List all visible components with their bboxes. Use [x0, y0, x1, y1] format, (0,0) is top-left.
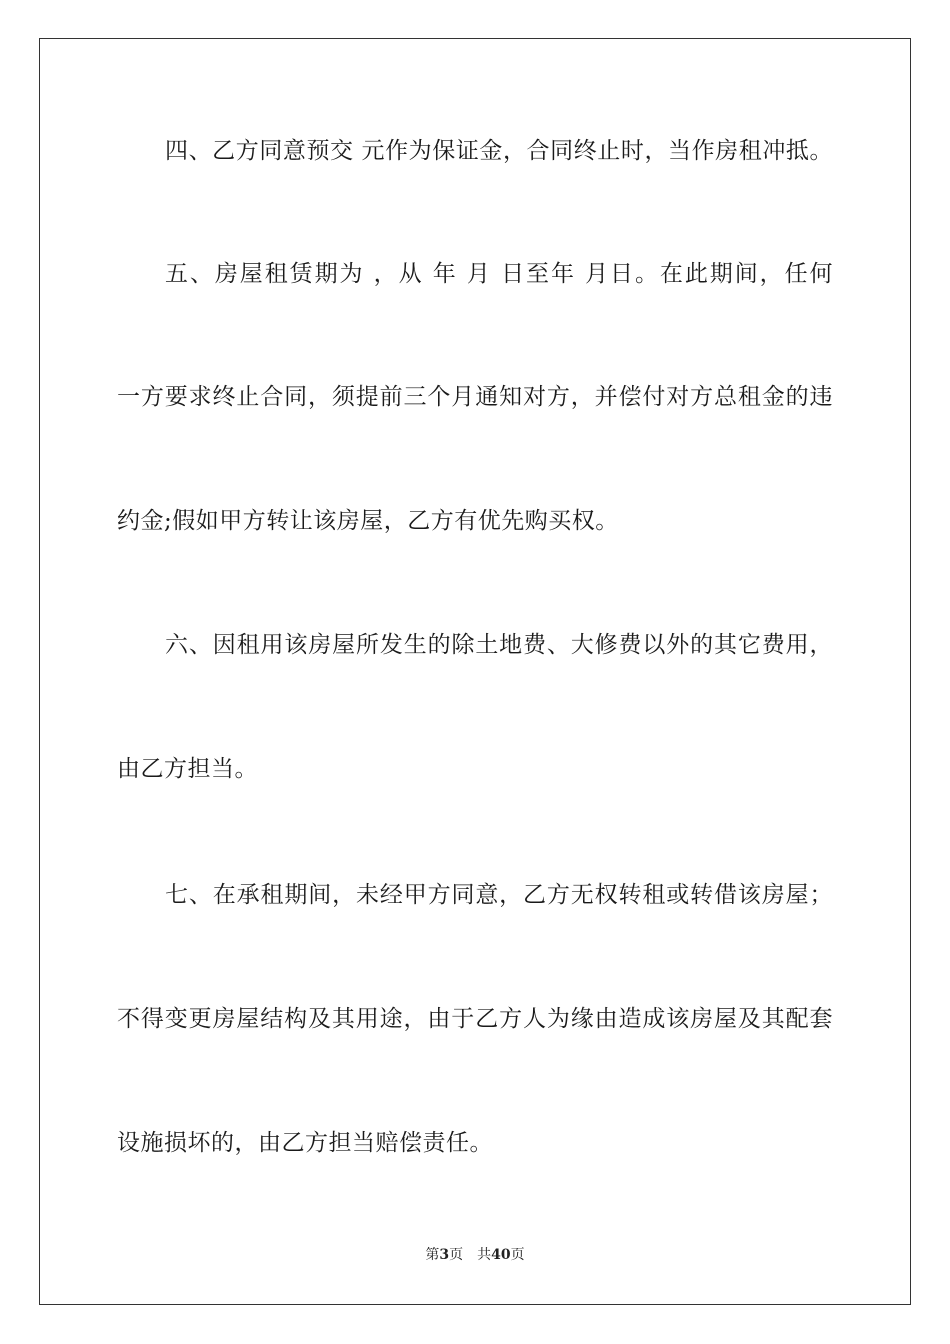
- paragraph-line: 约金;假如甲方转让该房屋，乙方有优先购买权。: [117, 508, 619, 534]
- paragraph-line: 五、房屋租赁期为 ，从 年 月 日至年 月日。在此期间，任何: [165, 261, 833, 287]
- page-border: [39, 38, 911, 1305]
- paragraph-line: 七、在承租期间，未经甲方同意，乙方无权转租或转借该房屋；: [165, 882, 833, 908]
- footer-prefix: 第: [425, 1247, 440, 1263]
- footer-total-prefix: 共: [477, 1247, 492, 1263]
- footer-total-unit: 页: [510, 1247, 525, 1263]
- paragraph-line: 一方要求终止合同，须提前三个月通知对方，并偿付对方总租金的违: [117, 384, 833, 410]
- paragraph-line: 由乙方担当。: [117, 756, 258, 782]
- footer-page-unit: 页: [449, 1247, 464, 1263]
- paragraph-line: 四、乙方同意预交 元作为保证金，合同终止时，当作房租冲抵。: [165, 138, 833, 164]
- footer-total-pages: 40: [491, 1247, 511, 1263]
- paragraph-line: 六、因租用该房屋所发生的除土地费、大修费以外的其它费用，: [165, 632, 833, 658]
- footer-page-number: 3: [439, 1247, 450, 1263]
- paragraph-line: 设施损坏的，由乙方担当赔偿责任。: [117, 1130, 493, 1156]
- paragraph-line: 不得变更房屋结构及其用途，由于乙方人为缘由造成该房屋及其配套: [117, 1006, 833, 1032]
- page-footer: [0, 1246, 950, 1264]
